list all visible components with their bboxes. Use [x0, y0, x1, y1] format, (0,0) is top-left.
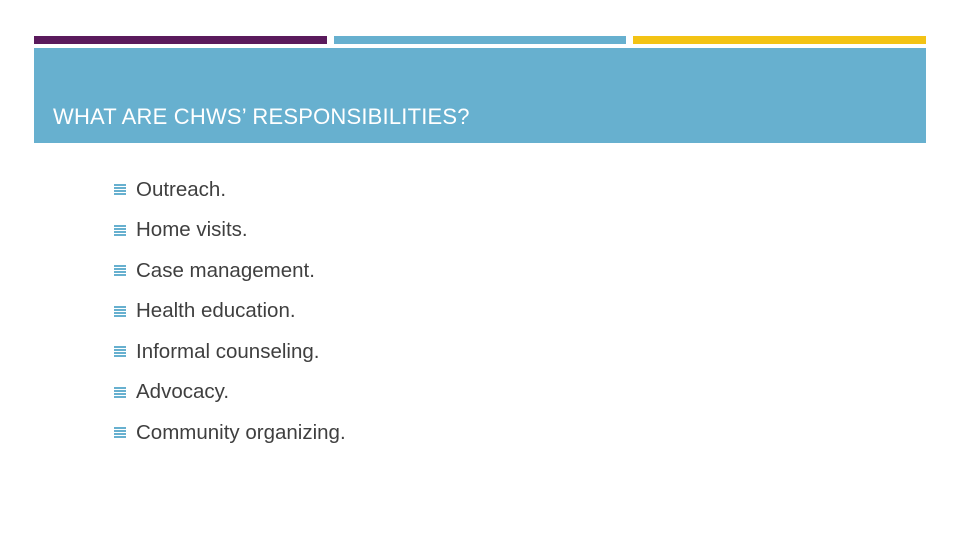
bullet-item: [114, 298, 346, 325]
bullet-text: Outreach.: [136, 177, 227, 201]
accent-bar-purple: [34, 36, 327, 44]
bullet-text: Advocacy.: [136, 380, 230, 403]
bullet-text: Informal counseling.: [136, 339, 320, 363]
bullet-text: Case management.: [136, 258, 315, 282]
accent-bar-gold: [633, 36, 926, 44]
bullet-item: [114, 419, 346, 446]
bullet-lines-icon: [114, 306, 126, 317]
bullet-lines-icon: [114, 184, 126, 195]
title-band: [34, 48, 926, 143]
bullet-text: Health education.: [136, 299, 296, 322]
bullet-text: Community organizing.: [136, 420, 346, 444]
slide-title: WHAT ARE CHWS’ RESPONSIBILITIES?: [53, 103, 470, 129]
bullet-lines-icon: [114, 427, 126, 438]
bullet-item: [114, 338, 346, 365]
bullet-item: [114, 257, 346, 284]
accent-bar-blue: [334, 36, 626, 44]
bullet-text: Home visits.: [136, 218, 248, 241]
bullet-item: [114, 379, 346, 406]
bullet-list: [114, 176, 346, 460]
bullet-item: [114, 217, 346, 244]
bullet-lines-icon: [114, 225, 126, 236]
bullet-item: [114, 176, 346, 203]
bullet-lines-icon: [114, 346, 126, 357]
bullet-lines-icon: [114, 265, 126, 276]
bullet-lines-icon: [114, 387, 126, 398]
